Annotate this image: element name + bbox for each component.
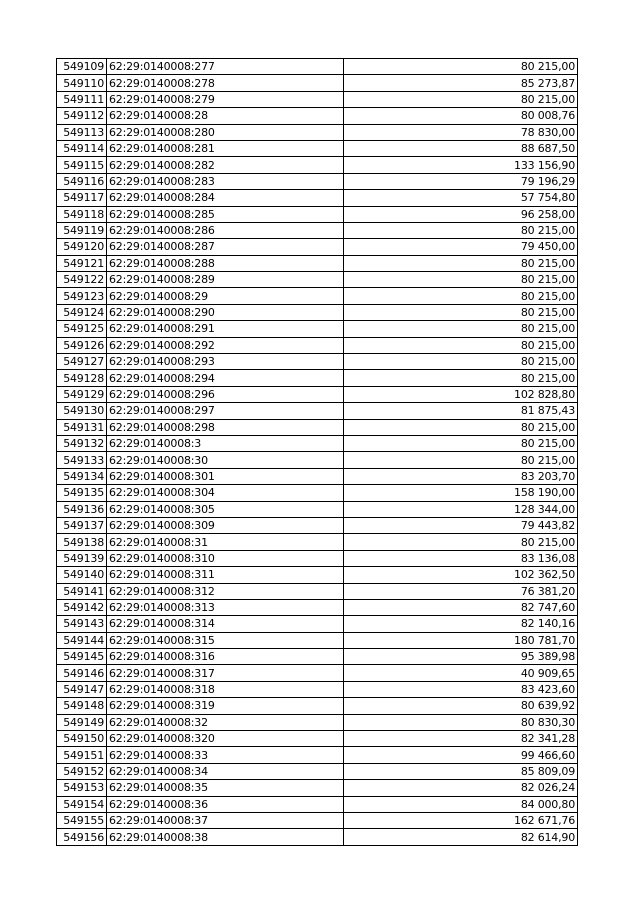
row-number-cell: 549144 (57, 632, 107, 648)
row-number-cell: 549146 (57, 665, 107, 681)
row-number-cell: 549130 (57, 403, 107, 419)
table-row (57, 567, 578, 583)
row-number-cell: 549135 (57, 485, 107, 501)
cadastral-number-cell: 62:29:0140008:289 (107, 272, 344, 288)
value-cell: 79 443,82 (344, 517, 578, 533)
value-cell: 80 830,30 (344, 714, 578, 730)
cadastral-number-cell: 62:29:0140008:281 (107, 140, 344, 156)
value-cell: 102 362,50 (344, 567, 578, 583)
value-cell: 82 747,60 (344, 599, 578, 615)
cadastral-number-cell: 62:29:0140008:312 (107, 583, 344, 599)
table-row (57, 747, 578, 763)
table-row (57, 452, 578, 468)
table-row (57, 550, 578, 566)
table-row (57, 599, 578, 615)
table-row (57, 419, 578, 435)
row-number-cell: 549126 (57, 337, 107, 353)
row-number-cell: 549123 (57, 288, 107, 304)
value-cell: 80 215,00 (344, 272, 578, 288)
value-cell: 82 026,24 (344, 780, 578, 796)
value-cell: 133 156,90 (344, 157, 578, 173)
value-cell: 80 215,00 (344, 91, 578, 107)
table-row (57, 763, 578, 779)
table-row (57, 239, 578, 255)
table-row (57, 485, 578, 501)
cadastral-number-cell: 62:29:0140008:304 (107, 485, 344, 501)
value-cell: 80 639,92 (344, 698, 578, 714)
row-number-cell: 549154 (57, 796, 107, 812)
row-number-cell: 549124 (57, 304, 107, 320)
row-number-cell: 549128 (57, 370, 107, 386)
row-number-cell: 549116 (57, 173, 107, 189)
row-number-cell: 549138 (57, 534, 107, 550)
row-number-cell: 549139 (57, 550, 107, 566)
cadastral-number-cell: 62:29:0140008:277 (107, 59, 344, 75)
row-number-cell: 549134 (57, 468, 107, 484)
value-cell: 80 215,00 (344, 337, 578, 353)
cadastral-number-cell: 62:29:0140008:317 (107, 665, 344, 681)
value-cell: 83 203,70 (344, 468, 578, 484)
value-cell: 83 423,60 (344, 681, 578, 697)
table-row (57, 829, 578, 845)
row-number-cell: 549156 (57, 829, 107, 845)
table-row (57, 780, 578, 796)
cadastral-number-cell: 62:29:0140008:33 (107, 747, 344, 763)
value-cell: 80 215,00 (344, 321, 578, 337)
table-row (57, 665, 578, 681)
table-row (57, 370, 578, 386)
table-row (57, 157, 578, 173)
cadastral-number-cell: 62:29:0140008:278 (107, 75, 344, 91)
cadastral-number-cell: 62:29:0140008:29 (107, 288, 344, 304)
table-row (57, 649, 578, 665)
value-cell: 82 140,16 (344, 616, 578, 632)
table-row (57, 206, 578, 222)
table-row (57, 288, 578, 304)
value-cell: 80 215,00 (344, 222, 578, 238)
row-number-cell: 549122 (57, 272, 107, 288)
cadastral-number-cell: 62:29:0140008:32 (107, 714, 344, 730)
value-cell: 80 215,00 (344, 59, 578, 75)
row-number-cell: 549109 (57, 59, 107, 75)
table-row (57, 272, 578, 288)
table-row (57, 714, 578, 730)
table-row (57, 59, 578, 75)
cadastral-number-cell: 62:29:0140008:35 (107, 780, 344, 796)
table-row (57, 386, 578, 402)
table-row (57, 534, 578, 550)
table-row (57, 108, 578, 124)
value-cell: 80 215,00 (344, 452, 578, 468)
table-row (57, 632, 578, 648)
cadastral-number-cell: 62:29:0140008:282 (107, 157, 344, 173)
cadastral-number-cell: 62:29:0140008:279 (107, 91, 344, 107)
cadastral-value-table (56, 58, 578, 846)
value-cell: 81 875,43 (344, 403, 578, 419)
cadastral-number-cell: 62:29:0140008:283 (107, 173, 344, 189)
row-number-cell: 549148 (57, 698, 107, 714)
cadastral-number-cell: 62:29:0140008:313 (107, 599, 344, 615)
row-number-cell: 549147 (57, 681, 107, 697)
table-row (57, 698, 578, 714)
value-cell: 95 389,98 (344, 649, 578, 665)
table-row (57, 140, 578, 156)
row-number-cell: 549111 (57, 91, 107, 107)
row-number-cell: 549143 (57, 616, 107, 632)
table-body (57, 59, 578, 846)
value-cell: 80 008,76 (344, 108, 578, 124)
table-row (57, 124, 578, 140)
value-cell: 80 215,00 (344, 370, 578, 386)
row-number-cell: 549151 (57, 747, 107, 763)
cadastral-number-cell: 62:29:0140008:293 (107, 354, 344, 370)
cadastral-number-cell: 62:29:0140008:314 (107, 616, 344, 632)
row-number-cell: 549155 (57, 812, 107, 828)
row-number-cell: 549132 (57, 435, 107, 451)
cadastral-number-cell: 62:29:0140008:38 (107, 829, 344, 845)
value-cell: 80 215,00 (344, 534, 578, 550)
value-cell: 57 754,80 (344, 190, 578, 206)
value-cell: 80 215,00 (344, 255, 578, 271)
row-number-cell: 549150 (57, 731, 107, 747)
cadastral-number-cell: 62:29:0140008:309 (107, 517, 344, 533)
cadastral-number-cell: 62:29:0140008:280 (107, 124, 344, 140)
cadastral-number-cell: 62:29:0140008:310 (107, 550, 344, 566)
cadastral-number-cell: 62:29:0140008:285 (107, 206, 344, 222)
table-row (57, 354, 578, 370)
table-row (57, 403, 578, 419)
row-number-cell: 549113 (57, 124, 107, 140)
value-cell: 82 341,28 (344, 731, 578, 747)
value-cell: 162 671,76 (344, 812, 578, 828)
value-cell: 80 215,00 (344, 419, 578, 435)
value-cell: 83 136,08 (344, 550, 578, 566)
table-row (57, 616, 578, 632)
row-number-cell: 549133 (57, 452, 107, 468)
cadastral-number-cell: 62:29:0140008:292 (107, 337, 344, 353)
row-number-cell: 549117 (57, 190, 107, 206)
row-number-cell: 549149 (57, 714, 107, 730)
value-cell: 88 687,50 (344, 140, 578, 156)
row-number-cell: 549125 (57, 321, 107, 337)
table-row (57, 731, 578, 747)
value-cell: 79 196,29 (344, 173, 578, 189)
row-number-cell: 549121 (57, 255, 107, 271)
value-cell: 99 466,60 (344, 747, 578, 763)
cadastral-number-cell: 62:29:0140008:305 (107, 501, 344, 517)
value-cell: 180 781,70 (344, 632, 578, 648)
table-row (57, 435, 578, 451)
cadastral-number-cell: 62:29:0140008:319 (107, 698, 344, 714)
table-row (57, 468, 578, 484)
table-row (57, 255, 578, 271)
cadastral-number-cell: 62:29:0140008:294 (107, 370, 344, 386)
cadastral-number-cell: 62:29:0140008:290 (107, 304, 344, 320)
cadastral-number-cell: 62:29:0140008:297 (107, 403, 344, 419)
table-row (57, 222, 578, 238)
row-number-cell: 549112 (57, 108, 107, 124)
value-cell: 128 344,00 (344, 501, 578, 517)
table-row (57, 75, 578, 91)
cadastral-number-cell: 62:29:0140008:320 (107, 731, 344, 747)
cadastral-number-cell: 62:29:0140008:291 (107, 321, 344, 337)
cadastral-number-cell: 62:29:0140008:318 (107, 681, 344, 697)
cadastral-number-cell: 62:29:0140008:36 (107, 796, 344, 812)
value-cell: 102 828,80 (344, 386, 578, 402)
value-cell: 158 190,00 (344, 485, 578, 501)
table-row (57, 583, 578, 599)
table-row (57, 173, 578, 189)
row-number-cell: 549120 (57, 239, 107, 255)
row-number-cell: 549141 (57, 583, 107, 599)
table-row (57, 812, 578, 828)
cadastral-number-cell: 62:29:0140008:296 (107, 386, 344, 402)
cadastral-number-cell: 62:29:0140008:284 (107, 190, 344, 206)
row-number-cell: 549118 (57, 206, 107, 222)
value-cell: 80 215,00 (344, 304, 578, 320)
value-cell: 80 215,00 (344, 354, 578, 370)
value-cell: 40 909,65 (344, 665, 578, 681)
value-cell: 82 614,90 (344, 829, 578, 845)
cadastral-number-cell: 62:29:0140008:34 (107, 763, 344, 779)
row-number-cell: 549114 (57, 140, 107, 156)
value-cell: 80 215,00 (344, 435, 578, 451)
cadastral-number-cell: 62:29:0140008:28 (107, 108, 344, 124)
cadastral-number-cell: 62:29:0140008:3 (107, 435, 344, 451)
cadastral-number-cell: 62:29:0140008:30 (107, 452, 344, 468)
value-cell: 85 809,09 (344, 763, 578, 779)
row-number-cell: 549153 (57, 780, 107, 796)
value-cell: 96 258,00 (344, 206, 578, 222)
value-cell: 76 381,20 (344, 583, 578, 599)
value-cell: 80 215,00 (344, 288, 578, 304)
row-number-cell: 549136 (57, 501, 107, 517)
table-row (57, 91, 578, 107)
table-row (57, 517, 578, 533)
value-cell: 85 273,87 (344, 75, 578, 91)
row-number-cell: 549129 (57, 386, 107, 402)
cadastral-number-cell: 62:29:0140008:288 (107, 255, 344, 271)
row-number-cell: 549142 (57, 599, 107, 615)
row-number-cell: 549137 (57, 517, 107, 533)
table-row (57, 321, 578, 337)
row-number-cell: 549127 (57, 354, 107, 370)
row-number-cell: 549145 (57, 649, 107, 665)
row-number-cell: 549152 (57, 763, 107, 779)
cadastral-number-cell: 62:29:0140008:37 (107, 812, 344, 828)
value-cell: 79 450,00 (344, 239, 578, 255)
table-row (57, 304, 578, 320)
cadastral-number-cell: 62:29:0140008:301 (107, 468, 344, 484)
table-row (57, 681, 578, 697)
table-row (57, 190, 578, 206)
table-row (57, 501, 578, 517)
cadastral-number-cell: 62:29:0140008:316 (107, 649, 344, 665)
row-number-cell: 549115 (57, 157, 107, 173)
row-number-cell: 549140 (57, 567, 107, 583)
value-cell: 78 830,00 (344, 124, 578, 140)
table-row (57, 337, 578, 353)
cadastral-number-cell: 62:29:0140008:315 (107, 632, 344, 648)
row-number-cell: 549110 (57, 75, 107, 91)
cadastral-number-cell: 62:29:0140008:311 (107, 567, 344, 583)
cadastral-number-cell: 62:29:0140008:31 (107, 534, 344, 550)
value-cell: 84 000,80 (344, 796, 578, 812)
cadastral-number-cell: 62:29:0140008:286 (107, 222, 344, 238)
row-number-cell: 549131 (57, 419, 107, 435)
table-row (57, 796, 578, 812)
row-number-cell: 549119 (57, 222, 107, 238)
cadastral-number-cell: 62:29:0140008:287 (107, 239, 344, 255)
cadastral-number-cell: 62:29:0140008:298 (107, 419, 344, 435)
